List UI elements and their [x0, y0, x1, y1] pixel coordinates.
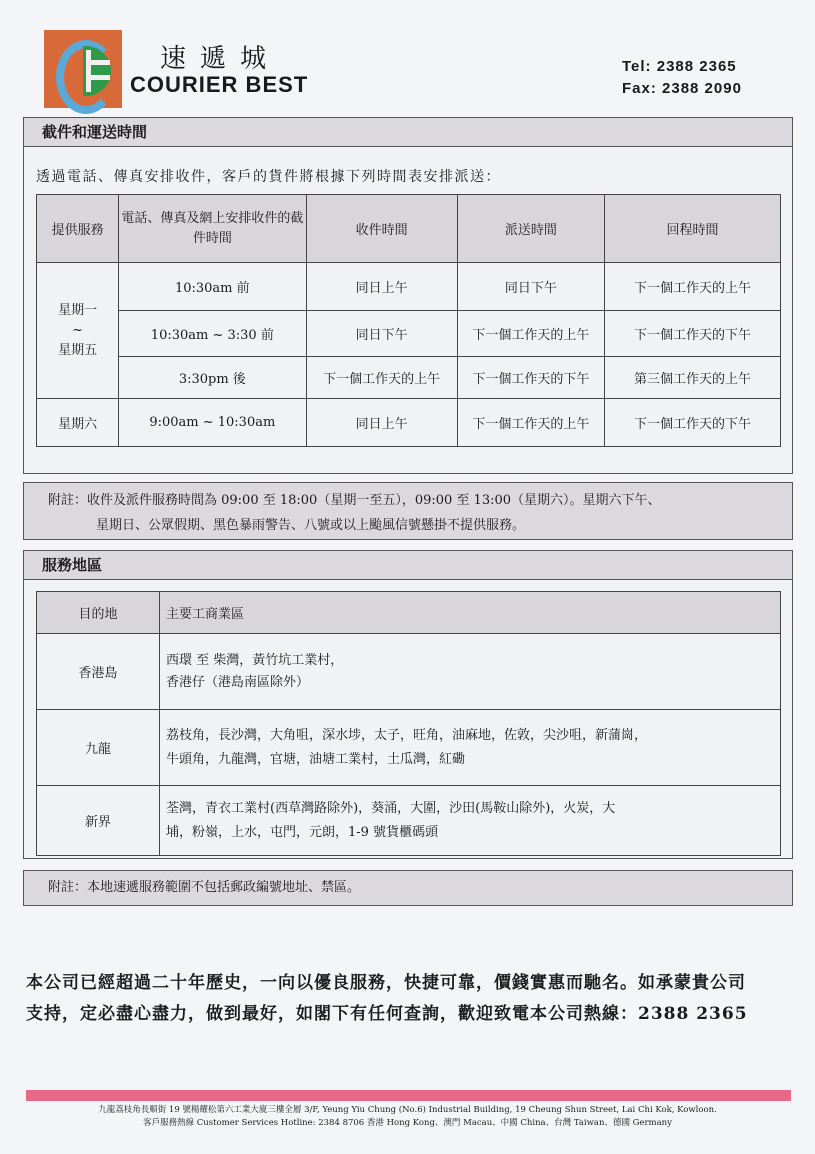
table-cell: 下一個工作天的下午: [457, 357, 604, 399]
destination: 香港島: [37, 634, 160, 710]
table-cell: 下一個工作天的上午: [457, 311, 604, 357]
schedule-section: [23, 117, 793, 474]
company-logo: [44, 30, 122, 108]
service-hours-note: [23, 482, 793, 540]
fax: Fax: 2388 2090: [622, 80, 742, 97]
table-header: 回程時間: [605, 195, 781, 263]
district-line: 荃灣，青衣工業村(西草灣路除外)，葵涌，大圍，沙田(馬鞍山除外)，火炭，大: [166, 800, 616, 816]
schedule-table: [36, 194, 781, 447]
closing-line: 本公司已經超過二十年歷史，一向以優良服務，快捷可靠，價錢實惠而馳名。如承蒙貴公司: [26, 973, 746, 993]
table-cell: 9:00am ~ 10:30am: [119, 399, 306, 447]
district-line: 荔枝角，長沙灣，大角咀，深水埗，太子，旺角，油麻地，佐敦，尖沙咀，新蒲崗，: [166, 727, 648, 743]
footer-accent-bar: [26, 1090, 791, 1101]
table-header: 提供服務: [37, 195, 119, 263]
table-cell: 下一個工作天的下午: [605, 399, 781, 447]
brand-name-english: COURIER BEST: [130, 72, 309, 97]
table-header: 收件時間: [306, 195, 457, 263]
district-line: 埔，粉嶺，上水，屯門，元朗，1-9 號貨櫃碼頭: [166, 824, 439, 840]
footer-hotline: 客戶服務熱線 Customer Services Hotline: 2384 8706 香港 Hong Kong、澳門 Macau、中國 China、台灣 Taiwan、德國 Germany: [143, 1118, 672, 1128]
table-cell: 3:30pm 後: [119, 357, 306, 399]
footer-address: 九龍荔枝角長順街 19 號楊耀松第六工業大廈三樓全層 3/F, Yeung Yiu Chung (No.6) Industrial Building, 19 Cheung Shun Street, Lai Chi Kok, Kowloon.: [98, 1105, 717, 1115]
table-cell: 第三個工作天的上午: [605, 357, 781, 399]
closing-line: 支持，定必盡心盡力，做到最好，如閣下有任何查詢，歡迎致電本公司熱線：2388 2365: [26, 1004, 748, 1024]
table-cell: 下一個工作天的上午: [306, 357, 457, 399]
telephone: Tel: 2388 2365: [622, 58, 737, 75]
saturday-label: 星期六: [37, 399, 119, 447]
brand-name-chinese: 速遞城: [160, 44, 281, 74]
table-cell: 10:30am 前: [119, 263, 306, 311]
service-areas-section: [23, 550, 793, 859]
table-cell: 同日下午: [306, 311, 457, 357]
table-header: 目的地: [37, 592, 160, 634]
service-areas-table: [36, 591, 781, 856]
table-cell: 同日上午: [306, 399, 457, 447]
district-line: 香港仔（港島南區除外）: [166, 674, 310, 690]
section-title: 截件和運送時間: [24, 118, 792, 147]
section-title: 服務地區: [24, 551, 792, 580]
table-cell: 同日上午: [306, 263, 457, 311]
district-line: 牛頭角，九龍灣，官塘，油塘工業村，土瓜灣，紅磡: [166, 751, 466, 767]
table-cell: 同日下午: [457, 263, 604, 311]
table-cell: 10:30am ~ 3:30 前: [119, 311, 306, 357]
district-line: 西環 至 柴灣，黃竹坑工業村，: [166, 652, 344, 668]
table-header: 主要工商業區: [160, 592, 781, 634]
table-cell: 下一個工作天的下午: [605, 311, 781, 357]
note-line: 附註：本地速遞服務範圍不包括郵政編號地址、禁區。: [48, 880, 361, 895]
table-header: 派送時間: [457, 195, 604, 263]
destination: 新界: [37, 786, 160, 856]
note-line: 星期日、公眾假期、黑色暴雨警告、八號或以上颱風信號懸掛不提供服務。: [96, 518, 526, 533]
note-line: 附註：收件及派件服務時間為 09:00 至 18:00（星期一至五），09:00 至 13:00（星期六）。星期六下午、: [48, 493, 661, 508]
closing-paragraph: [26, 968, 796, 1030]
table-cell: 下一個工作天的上午: [457, 399, 604, 447]
table-header: 電話、傳真及網上安排收件的截件時間: [119, 195, 306, 263]
weekday-label: 星期一 ~ 星期五: [37, 263, 119, 399]
area-note: [23, 870, 793, 906]
schedule-intro: 透過電話、傳真安排收件，客戶的貨件將根據下列時間表安排派送：: [36, 169, 501, 185]
table-cell: 下一個工作天的上午: [605, 263, 781, 311]
destination: 九龍: [37, 710, 160, 786]
